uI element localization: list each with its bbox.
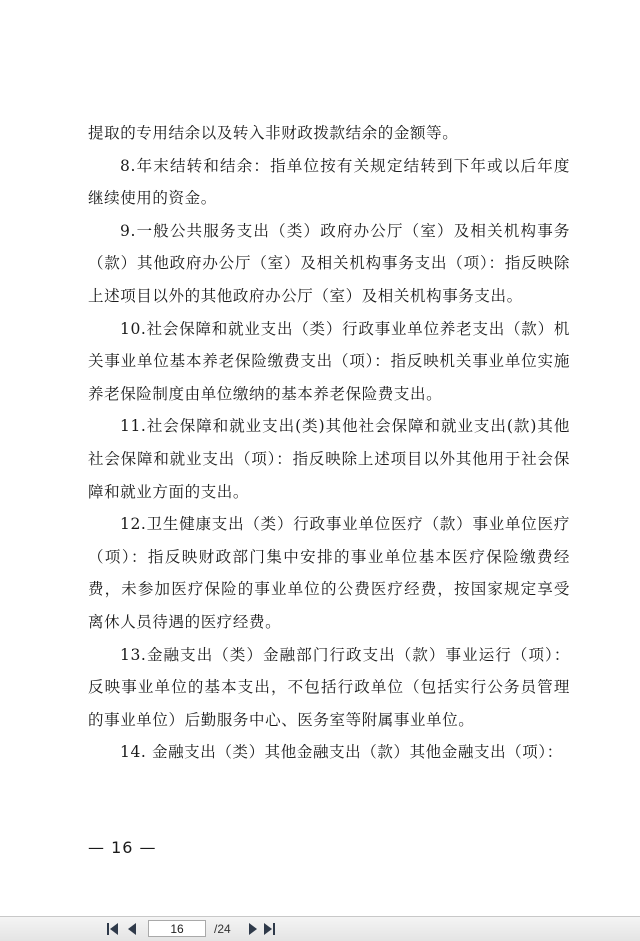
total-pages-label: /24: [214, 922, 231, 936]
prev-page-icon[interactable]: [127, 922, 141, 936]
paragraph: 提取的专用结余以及转入非财政拨款结余的金额等。: [88, 124, 459, 142]
paragraph: 14. 金融支出（类）其他金融支出（款）其他金融支出（项）：: [120, 743, 563, 762]
paragraph: 8.年末结转和结余：指单位按有关规定结转到下年或以后年度继续使用的资金。: [88, 156, 570, 208]
document-body: [88, 117, 570, 769]
first-page-icon[interactable]: [107, 922, 121, 936]
paragraph: 9.一般公共服务支出（类）政府办公厅（室）及相关机构事务（款）其他政府办公厅（室）及相关机构事务支出（项）：指反映除上述项目以外的其他政府办公厅（室）及相关机构事务支出。: [88, 221, 570, 305]
paragraph: 12.卫生健康支出（类）行政事业单位医疗（款）事业单位医疗（项）：指反映财政部门集中安排的事业单位基本医疗保险缴费经费，未参加医疗保险的事业单位的公费医疗经费，按国家规定享受离休人员待遇的医疗经费。: [88, 515, 570, 631]
page-number-footer: — 16 —: [88, 838, 157, 857]
next-page-icon[interactable]: [247, 922, 261, 936]
page-navigation-toolbar: [0, 916, 640, 941]
page-number-input[interactable]: [148, 920, 206, 937]
paragraph: 13.金融支出（类）金融部门行政支出（款）事业运行（项）：反映事业单位的基本支出，不包括行政单位（包括实行公务员管理的事业单位）后勤服务中心、医务室等附属事业单位。: [88, 645, 570, 729]
paragraph: 11.社会保障和就业支出(类)其他社会保障和就业支出(款)其他社会保障和就业支出（项）：指反映除上述项目以外其他用于社会保障和就业方面的支出。: [88, 417, 570, 501]
paragraph: 10.社会保障和就业支出（类）行政事业单位养老支出（款）机关事业单位基本养老保险缴费支出（项）：指反映机关事业单位实施养老保险制度由单位缴纳的基本养老保险费支出。: [88, 319, 570, 403]
last-page-icon[interactable]: [264, 922, 278, 936]
